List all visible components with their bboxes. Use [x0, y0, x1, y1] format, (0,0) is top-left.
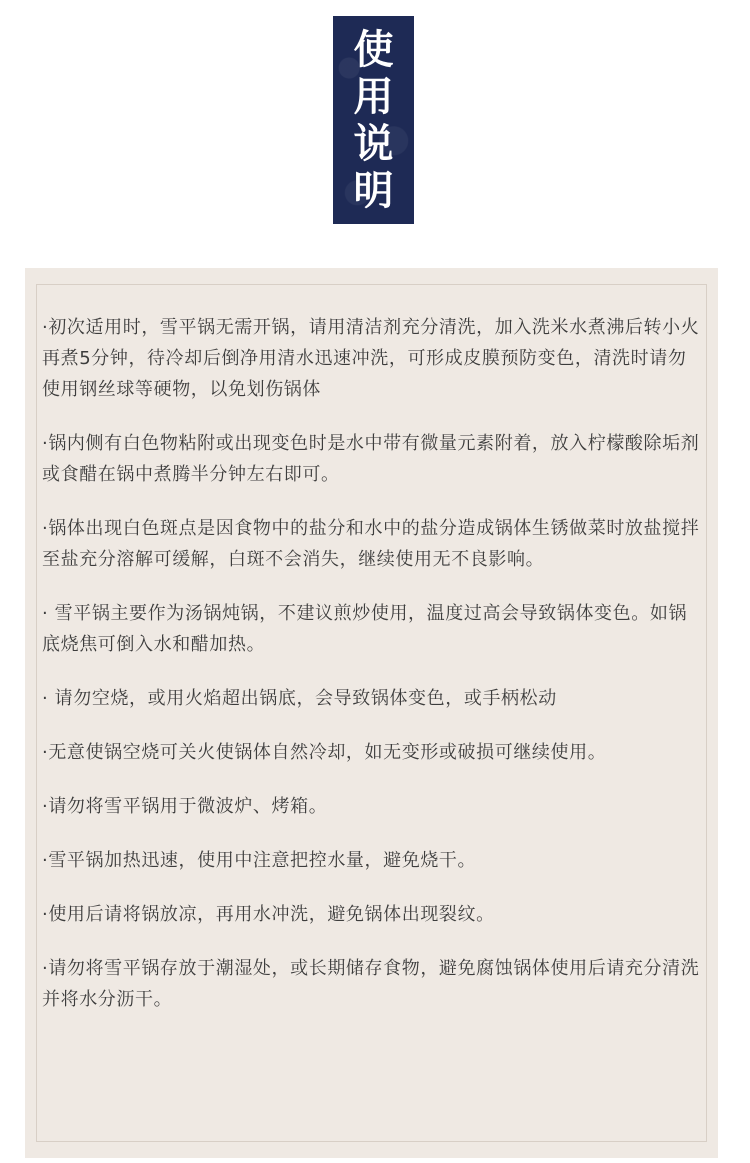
- instruction-item: ·请勿将雪平锅存放于潮湿处，或长期储存食物，避免腐蚀锅体使用后请充分清洗并将水分沥干。: [42, 958, 700, 1010]
- title-char: 用: [353, 73, 394, 120]
- instruction-item: ·锅内侧有白色物粘附或出现变色时是水中带有微量元素附着，放入柠檬酸除垢剂或食醋在锅中煮腾半分钟左右即可。: [42, 433, 700, 485]
- instruction-item: ·使用后请将锅放凉，再用水冲洗，避免锅体出现裂纹。: [42, 904, 495, 925]
- instructions-panel: [25, 268, 718, 1158]
- instruction-item: ·雪平锅加热迅速，使用中注意把控水量，避免烧干。: [42, 850, 477, 871]
- title-char: 使: [353, 26, 394, 73]
- instruction-item: · 雪平锅主要作为汤锅炖锅，不建议煎炒使用，温度过高会导致锅体变色。如锅底烧焦可倒入水和醋加热。: [42, 603, 688, 655]
- instruction-item: ·请勿将雪平锅用于微波炉、烤箱。: [42, 796, 328, 817]
- instructions-list: [42, 312, 700, 1038]
- title-char: 说: [353, 120, 394, 167]
- instruction-item: ·初次适用时，雪平锅无需开锅，请用清洁剂充分清洗，加入洗米水煮沸后转小火再煮5分钟，待冷却后倒净用清水迅速冲洗，可形成皮膜预防变色，清洗时请勿使用钢丝球等硬物，以免划伤锅体: [42, 317, 700, 400]
- title-badge: [333, 16, 414, 224]
- title-char: 明: [353, 167, 394, 214]
- instruction-item: ·锅体出现白色斑点是因食物中的盐分和水中的盐分造成锅体生锈做菜时放盐搅拌至盐充分溶解可缓解，白斑不会消失，继续使用无不良影响。: [42, 518, 700, 570]
- instruction-item: ·无意使锅空烧可关火使锅体自然冷却，如无变形或破损可继续使用。: [42, 742, 607, 763]
- instruction-item: · 请勿空烧，或用火焰超出锅底，会导致锅体变色，或手柄松动: [42, 688, 557, 709]
